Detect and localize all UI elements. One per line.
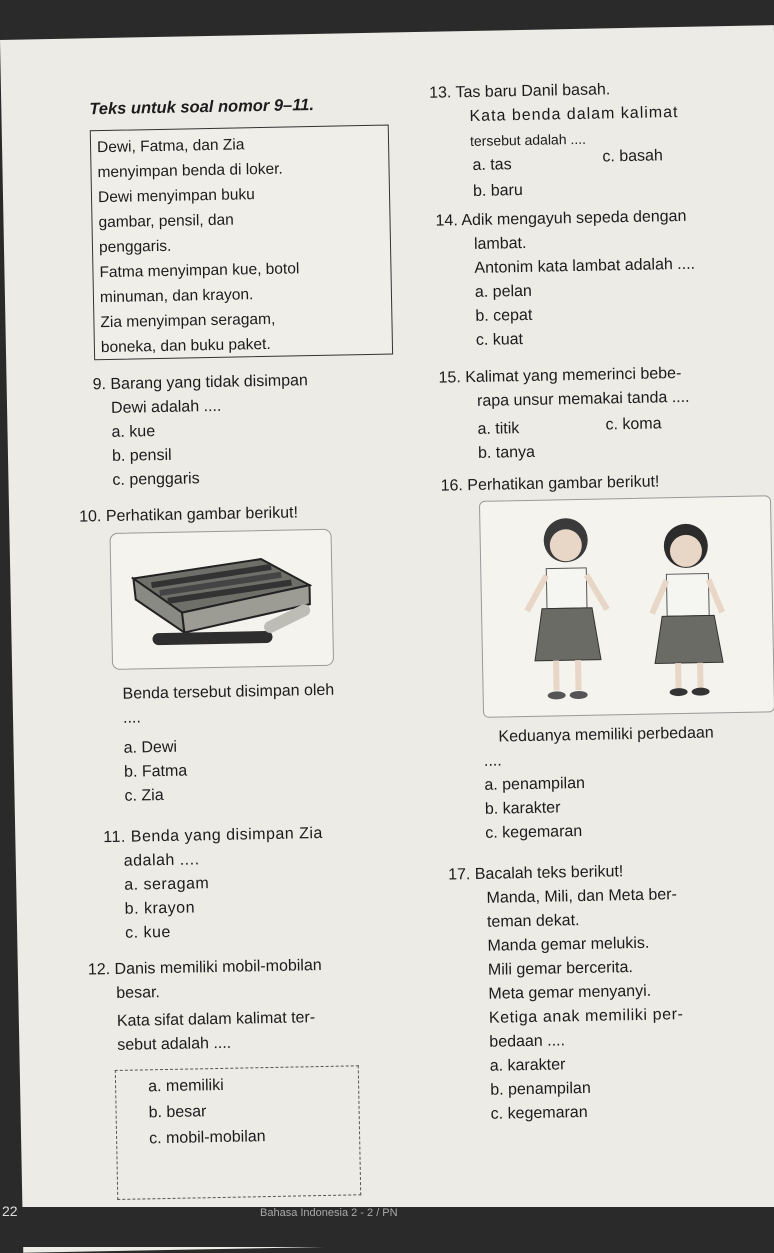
- q13-option-a[interactable]: a. tas: [472, 156, 512, 174]
- q11-option-a[interactable]: a. seragam: [124, 875, 210, 894]
- q10-caption: Benda tersebut disimpan oleh: [122, 681, 335, 703]
- question-10: [122, 679, 336, 809]
- q12-option-b[interactable]: b. besar: [148, 1103, 207, 1122]
- question-9: [92, 369, 310, 493]
- passage-line: Zia menyimpan seragam,: [100, 310, 276, 332]
- q15-stem: rapa unsur memakai tanda ....: [476, 388, 690, 410]
- q11-stem: adalah ....: [123, 851, 200, 870]
- question-16: [483, 721, 716, 845]
- crayon-box-icon: [111, 530, 334, 669]
- worksheet-page: [0, 25, 774, 1253]
- q15-stem: 15. Kalimat yang memerinci bebe-: [438, 364, 682, 387]
- q15-option-a[interactable]: a. titik: [477, 420, 520, 438]
- passage-box: [90, 125, 393, 361]
- girls-image: [479, 495, 774, 718]
- q17-text: teman dekat.: [486, 912, 580, 931]
- q17-text: Mili gemar bercerita.: [487, 959, 634, 979]
- q14-stem: lambat.: [473, 234, 527, 253]
- q9-stem: Dewi adalah ....: [110, 397, 222, 417]
- q17-text: Meta gemar menyanyi.: [488, 982, 652, 1003]
- q16-caption: ....: [483, 752, 502, 770]
- q14-stem: 14. Adik mengayuh sepeda dengan: [435, 207, 687, 230]
- q12-option-a[interactable]: a. memiliki: [147, 1076, 224, 1096]
- q13-stem: tersebut adalah ....: [469, 130, 587, 149]
- q11-stem: 11. Benda yang disimpan Zia: [103, 824, 324, 847]
- q12-option-c[interactable]: c. mobil-mobilan: [148, 1128, 266, 1148]
- two-girls-icon: [480, 496, 774, 717]
- q14-stem: Antonim kata lambat adalah ....: [474, 255, 696, 277]
- q17-text: Manda, Mili, dan Meta ber-: [486, 886, 678, 907]
- q16-option-b[interactable]: b. karakter: [484, 799, 561, 818]
- q14-option-b[interactable]: b. cepat: [475, 306, 533, 325]
- passage-title: Teks untuk soal nomor 9–11.: [89, 95, 315, 119]
- passage-line: penggaris.: [98, 237, 172, 257]
- q9-stem: 9. Barang yang tidak disimpan: [92, 372, 309, 394]
- q17-question: Ketiga anak memiliki per-: [488, 1006, 684, 1027]
- q12-stem: besar.: [116, 984, 161, 1002]
- q10-option-b[interactable]: b. Fatma: [123, 762, 188, 781]
- question-11: [103, 822, 325, 946]
- q12-stem: sebut adalah ....: [117, 1034, 232, 1054]
- q10-option-a[interactable]: a. Dewi: [123, 738, 178, 757]
- footer-text: Bahasa Indonesia 2 - 2 / PN: [260, 1207, 398, 1219]
- q11-option-c[interactable]: c. kue: [125, 923, 172, 942]
- q13-stem: Kata benda dalam kalimat: [469, 103, 679, 125]
- page-footer: [0, 1203, 774, 1247]
- q13-option-c[interactable]: c. basah: [602, 147, 663, 166]
- passage-line: Dewi, Fatma, dan Zia: [96, 136, 245, 157]
- q12-options-box: [115, 1065, 361, 1200]
- q17-question: bedaan ....: [489, 1032, 566, 1051]
- q12-stem: Kata sifat dalam kalimat ter-: [116, 1009, 316, 1030]
- crayon-box-image: [109, 529, 334, 670]
- q14-option-c[interactable]: c. kuat: [475, 331, 524, 349]
- q16-stem: 16. Perhatikan gambar berikut!: [440, 473, 660, 495]
- question-13: [429, 77, 679, 154]
- passage-line: menyimpan benda di loker.: [97, 160, 283, 182]
- question-17: [448, 859, 686, 1127]
- q16-option-a[interactable]: a. penampilan: [484, 774, 586, 794]
- passage-line: minuman, dan krayon.: [99, 286, 254, 307]
- q13-option-b[interactable]: b. baru: [472, 181, 523, 200]
- question-14: [435, 205, 696, 354]
- question-15: [438, 362, 689, 415]
- q16-option-c[interactable]: c. kegemaran: [485, 822, 583, 842]
- q16-caption: Keduanya memiliki perbedaan: [498, 724, 714, 746]
- q9-option-b[interactable]: b. pensil: [111, 446, 172, 465]
- q10-caption: ....: [122, 709, 141, 727]
- question-12: [88, 954, 324, 1058]
- q11-option-b[interactable]: b. krayon: [124, 899, 196, 918]
- q15-option-c[interactable]: c. koma: [605, 415, 662, 434]
- page-number: 22: [2, 1203, 18, 1219]
- passage-line: gambar, pensil, dan: [98, 211, 234, 232]
- passage-line: Dewi menyimpan buku: [97, 186, 255, 207]
- q17-text: Manda gemar melukis.: [487, 934, 650, 955]
- q15-option-b[interactable]: b. tanya: [477, 443, 536, 462]
- q13-stem: 13. Tas baru Danil basah.: [428, 81, 611, 102]
- q10-stem: 10. Perhatikan gambar berikut!: [79, 504, 299, 526]
- q17-stem: 17. Bacalah teks berikut!: [447, 863, 624, 884]
- q17-option-a[interactable]: a. karakter: [489, 1056, 566, 1075]
- q9-option-a[interactable]: a. kue: [111, 423, 156, 441]
- q17-option-b[interactable]: b. penampilan: [490, 1079, 591, 1099]
- q10-option-c[interactable]: c. Zia: [124, 786, 164, 805]
- passage-line: boneka, dan buku paket.: [100, 335, 271, 357]
- q12-stem: 12. Danis memiliki mobil-mobilan: [87, 956, 322, 979]
- q14-option-a[interactable]: a. pelan: [474, 282, 533, 301]
- q17-option-c[interactable]: c. kegemaran: [490, 1103, 588, 1123]
- q9-option-c[interactable]: c. penggaris: [112, 470, 200, 489]
- passage-line: Fatma menyimpan kue, botol: [99, 260, 300, 282]
